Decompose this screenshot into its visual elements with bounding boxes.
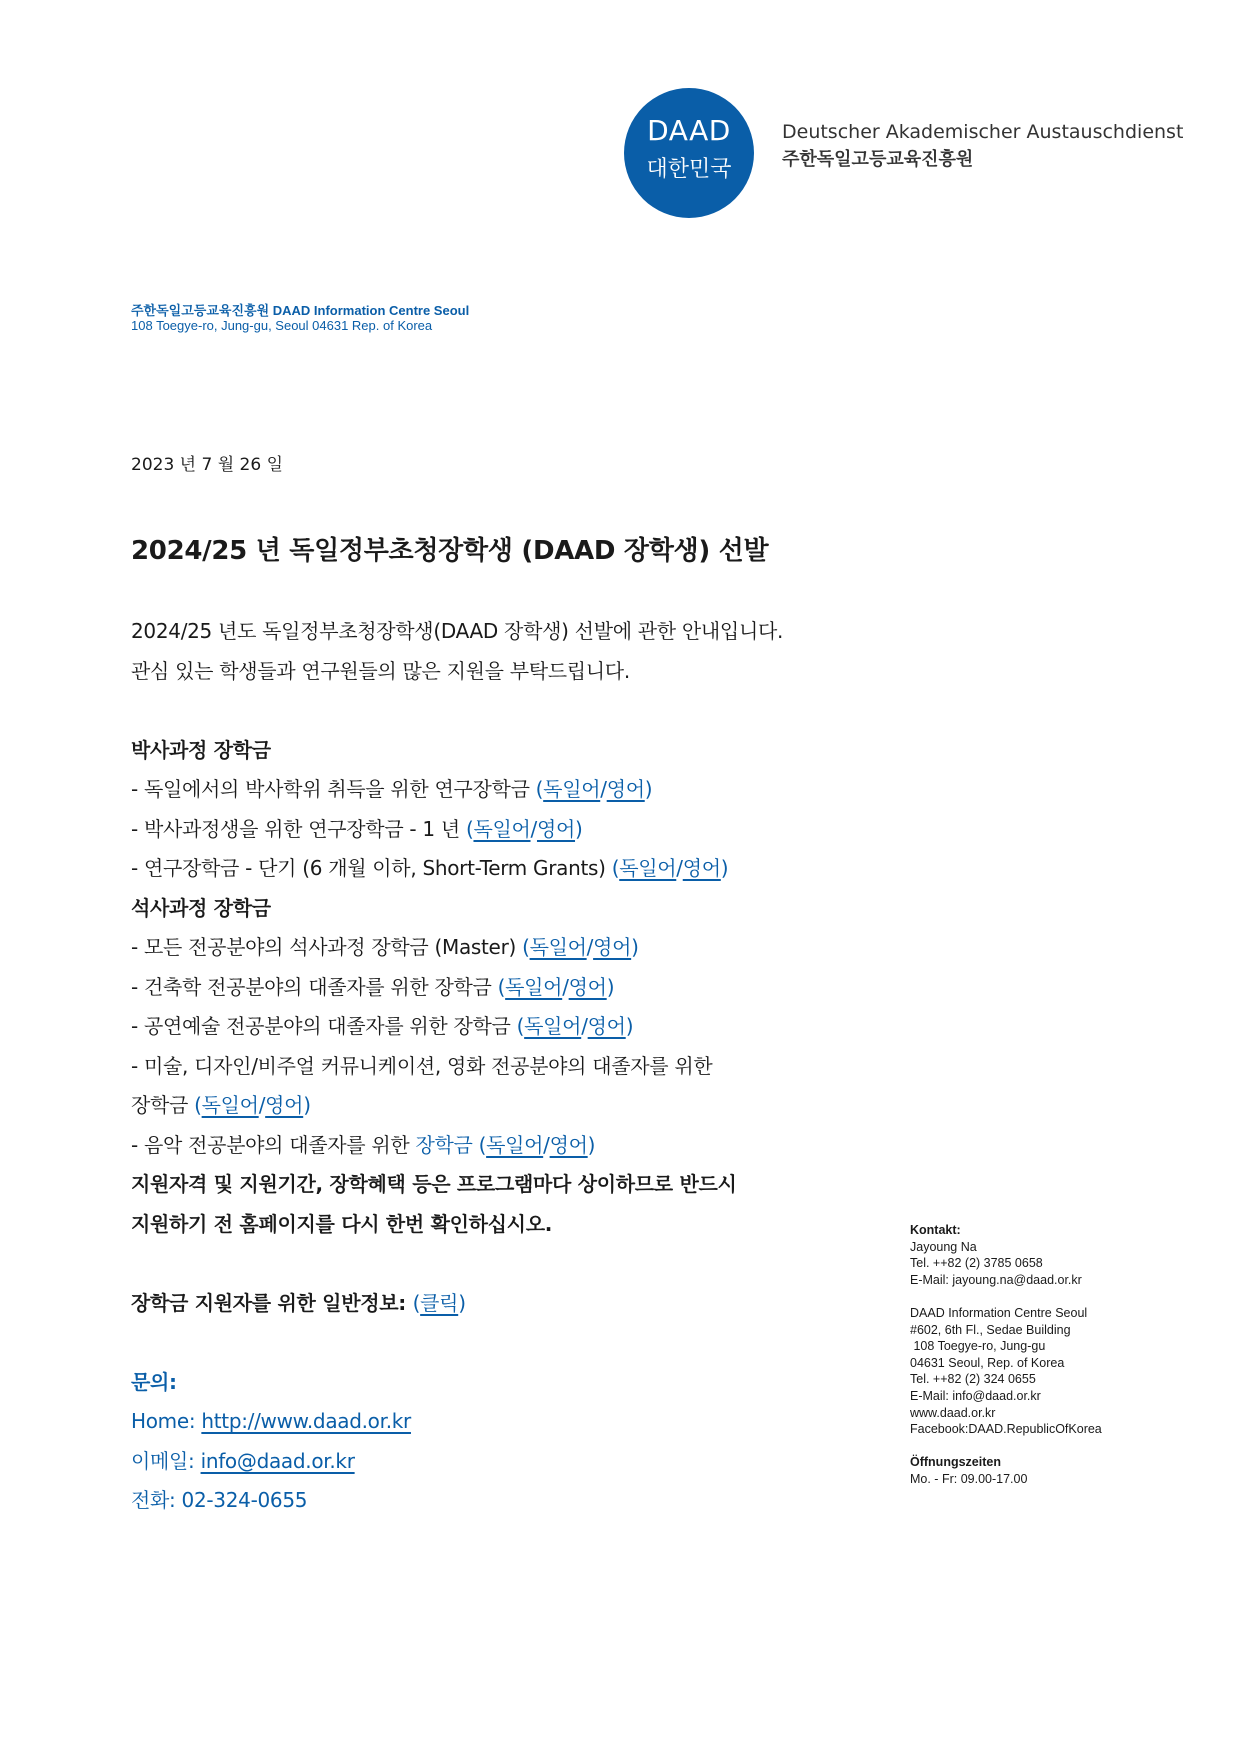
list-item: - 음악 전공분야의 대졸자를 위한 장학금 (독일어/영어)	[131, 1132, 596, 1157]
office-email: E-Mail: info@daad.or.kr	[910, 1388, 1041, 1403]
contact-name: Jayoung Na	[910, 1239, 977, 1254]
english-link[interactable]: 영어	[587, 1014, 626, 1038]
home-url-link[interactable]: http://www.daad.or.kr	[201, 1409, 411, 1433]
english-link[interactable]: 영어	[593, 935, 632, 959]
inquiry-heading: 문의:	[131, 1369, 177, 1394]
logo-text-korea: 대한민국	[646, 157, 732, 182]
office-web: www.daad.or.kr	[910, 1405, 996, 1420]
office-name: DAAD Information Centre Seoul	[910, 1305, 1088, 1320]
org-name-english: Deutscher Akademischer Austauschdienst	[782, 121, 1184, 143]
inquiry-phone: 전화: 02-324-0655	[131, 1488, 308, 1512]
list-item-continued: 장학금 (독일어/영어)	[131, 1093, 311, 1117]
office-facebook: Facebook:DAAD.RepublicOfKorea	[910, 1422, 1102, 1437]
sender-name: 주한독일고등교육진흥원 DAAD Information Centre Seoul	[131, 303, 470, 318]
german-link[interactable]: 독일어	[505, 974, 563, 999]
german-link[interactable]: 독일어	[543, 777, 601, 801]
list-item: - 건축학 전공분야의 대졸자를 위한 장학금 (독일어/영어)	[131, 974, 615, 999]
office-tel: Tel. ++82 (2) 324 0655	[910, 1372, 1036, 1387]
letter-body	[131, 612, 911, 1521]
click-link[interactable]: 클릭	[420, 1290, 459, 1315]
notice-line: 지원자격 및 지원기간, 장학혜택 등은 프로그램마다 상이하므로 반드시	[131, 1172, 737, 1196]
list-item: - 미술, 디자인/비주얼 커뮤니케이션, 영화 전공분야의 대졸자를 위한	[131, 1053, 713, 1078]
inquiry-email: 이메일: info@daad.or.kr	[131, 1448, 355, 1473]
phd-heading: 박사과정 장학금	[131, 737, 271, 762]
contact-email: E-Mail: jayoung.na@daad.or.kr	[910, 1272, 1082, 1287]
hours-label: Öffnungszeiten	[910, 1455, 1001, 1470]
list-item: - 연구장학금 - 단기 (6 개월 이하, Short-Term Grants) (독일어/영어)	[131, 856, 729, 880]
english-link[interactable]: 영어	[549, 1132, 588, 1157]
sender-address: 108 Toegye-ro, Jung-gu, Seoul 04631 Rep. of Korea	[131, 318, 433, 333]
german-link[interactable]: 독일어	[473, 816, 531, 841]
office-street: 108 Toegye-ro, Jung-gu	[910, 1339, 1046, 1354]
contact-tel: Tel. ++82 (2) 3785 0658	[910, 1256, 1043, 1271]
email-link[interactable]: info@daad.or.kr	[200, 1448, 355, 1473]
general-info: 장학금 지원자를 위한 일반정보: (클릭)	[131, 1290, 466, 1315]
org-name-korean: 주한독일고등교육진흥원	[782, 149, 974, 170]
notice-line: 지원하기 전 홈페이지를 다시 한번 확인하십시오.	[131, 1211, 553, 1236]
english-link[interactable]: 영어	[682, 856, 721, 880]
english-link[interactable]: 영어	[536, 816, 576, 841]
inquiry-home: Home: http://www.daad.or.kr	[131, 1409, 411, 1433]
letter-date: 2023 년 7 월 26 일	[131, 455, 283, 475]
list-item: - 독일에서의 박사학위 취득을 위한 연구장학금 (독일어/영어)	[131, 777, 653, 801]
intro-line: 관심 있는 학생들과 연구원들의 많은 지원을 부탁드립니다.	[131, 658, 630, 683]
german-link[interactable]: 독일어	[529, 935, 587, 959]
list-item: - 박사과정생을 위한 연구장학금 - 1 년 (독일어/영어)	[131, 816, 583, 841]
daad-logo	[624, 88, 754, 218]
kontakt-label: Kontakt:	[910, 1223, 961, 1237]
contact-sidebar	[910, 1222, 1210, 1488]
english-link[interactable]: 영어	[606, 777, 645, 801]
logo-text-daad: DAAD	[647, 114, 731, 147]
german-link[interactable]: 독일어	[524, 1014, 582, 1038]
master-heading: 석사과정 장학금	[131, 895, 271, 920]
office-building: #602, 6th Fl., Sedae Building	[910, 1322, 1071, 1337]
intro-line: 2024/25 년도 독일정부초청장학생(DAAD 장학생) 선발에 관한 안내입니다.	[131, 619, 784, 643]
office-city: 04631 Seoul, Rep. of Korea	[910, 1355, 1065, 1370]
english-link[interactable]: 영어	[568, 974, 607, 999]
german-link[interactable]: 독일어	[619, 856, 677, 880]
list-item: - 모든 전공분야의 석사과정 장학금 (Master) (독일어/영어)	[131, 935, 639, 959]
english-link[interactable]: 영어	[265, 1093, 304, 1117]
document-title: 2024/25 년 독일정부초청장학생 (DAAD 장학생) 선발	[131, 536, 769, 566]
office-hours: Mo. - Fr: 09.00-17.00	[910, 1471, 1028, 1486]
list-item: - 공연예술 전공분야의 대졸자를 위한 장학금 (독일어/영어)	[131, 1014, 634, 1038]
german-link[interactable]: 독일어	[201, 1093, 259, 1117]
german-link[interactable]: 독일어	[486, 1132, 544, 1157]
music-scholarship-link[interactable]: 장학금	[415, 1132, 473, 1157]
